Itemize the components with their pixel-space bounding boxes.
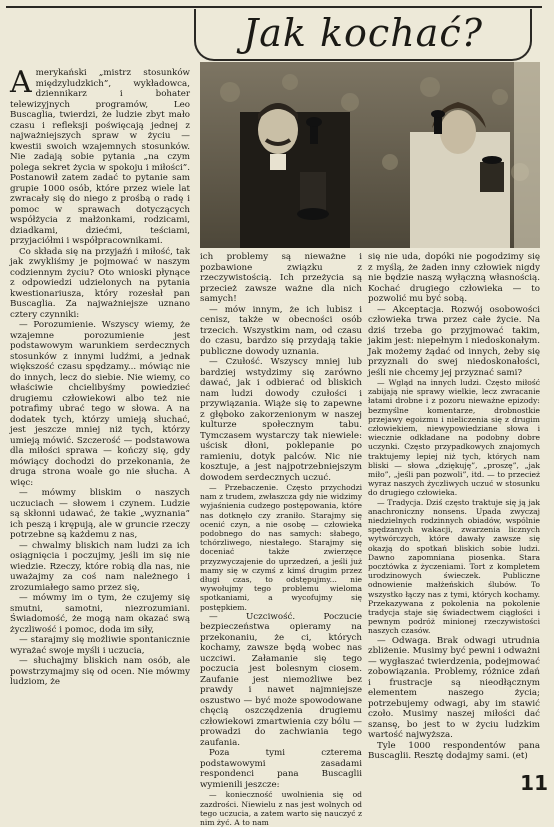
- paragraph: — mówmy bliskim o naszych uczuciach — słowem i czynem. Ludzie są skłonni udawać, że takie „wyznania” ich peszą i krępują, ale w gruncie rzeczy potrzebne są każdemu z nas,: [10, 488, 190, 540]
- article-title: Jak kochać?: [243, 11, 483, 55]
- paragraph: — starajmy się możliwie spontanicznie wyrażać swoje myśli i uczucia,: [10, 635, 190, 656]
- column-1: [10, 65, 190, 786]
- paragraph: — mówmy im o tym, że czujemy się smutni, samotni, niezrozumiani. Świadomość, że mogą nam okazać swą życzliwość i pomoc, doda im siły,: [10, 593, 190, 635]
- paragraph: Co składa się na przyjaźń i miłość, tak jak zwykliśmy je pojmować w naszym codziennym życiu? Oto wnioski płynące z odpowiedzi udzielonych na pytania kwestionariusza, który rozesłał pan Buscaglia. Za najważniejsze uznano cztery czynniki:: [10, 246, 190, 320]
- article-photo: [200, 62, 540, 248]
- paragraph: — Akceptacja. Rozwój osobowości człowieka trwa przez całe życie. Na dziś trzeba go przyjmować takim, jakim jest: niepełnym i niedoskonałym. Jak możemy żądać od innych, żeby się przyznali do swej niedoskonałości, jeśli nie chcemy jej przyznać sami?: [368, 304, 540, 378]
- small-paragraph: — Wgląd na innych ludzi. Często miłość zabijają nie sprawy wielkie, lecz zwracanie łatami drobne i z pozoru nieważne epizody: bezmyślne komentarze, drobnostkie przejawy egoizmu i nieliczenia się z drugim człowiekiem, niewypowiedziane słowa i wiecznie odkładane na podobny dobre uczynki. Często przypadkowych znajomych traktujemy lepiej niż tych, których nam bliski — słowa „dziękuję”, „proszę”, „jak miło”, „jeśli pan pozwoli”, itd. — to przecież wyraz naszych życzliwych uczuć w stosunku do drugiego człowieka.: [368, 378, 540, 498]
- photo-illustration: [200, 62, 540, 248]
- paragraph: — słuchajmy bliskich nam osób, ale powstrzymajmy się od ocen. Nie mówmy ludziom, że: [10, 656, 190, 687]
- paragraph: — chwalmy bliskich nam ludzi za ich osiągnięcia i poczujmy, jeśli im się nie wiedzie. Rzeczy, które robią dla nas, nie uważajmy za coś nam należnego i zrozumiałego samo przez się,: [10, 540, 190, 593]
- small-paragraph: — Tradycja. Dziś często traktuje się ją jak anachroniczny nonsens. Upada zwyczaj niedzielnych rodzinnych obiadów, wspólnie spędzanych wakacji, zwarzenia licznych wytwórczych, które dawały zawsze się okazją do spotkań bliskich sobie ludzi. Dawno zapomniana piosenka. Stara pocztówka z życzeniami. Tort z kompletem urodzinowych świeczek. Publiczne odnowienie małżeńskich ślubów. To wszystko łączy nas z tymi, których kochamy. Przekazywana z pokolenia na pokolenie tradycja staje się świadectwem ciągłości i pewnym podróż minionej rzeczywistości naszych czasów.: [368, 497, 540, 636]
- column-3: [368, 252, 540, 788]
- paragraph: ich problemy są nieważne i pozbawione związku z rzeczywistością. Ich przeżycia są przecież zawsze ważne dla nich samych!: [200, 252, 362, 304]
- small-paragraph: — konieczność uwolnienia się od zazdrości. Niewielu z nas jest wolnych od tego uczucia, a zatem warto się nauczyć z nim żyć. A to nam: [200, 790, 362, 827]
- page-number: 11: [520, 771, 548, 795]
- column-2: [200, 252, 362, 827]
- paragraph: — Czułość. Wszyscy mniej lub bardziej wstydzimy się zarówno dawać, jak i odbierać od bliskich nam ludzi dowody czułości i przywiązania. Wiąże się to zapewne z głęboko zakorzenionym w naszej kulturze społecznym tabu. Tymczasem wystarczy tak niewiele: uścisk dłoni, poklepanie po ramieniu, dotyk palców. Nic nie kosztuje, a jest najpotrzebniejszym dowodem serdecznych uczuć.: [200, 357, 362, 483]
- paragraph: się nie uda, dopóki nie pogodzimy się z myślą, że żaden inny człowiek nigdy nie będzie naszą wyłączną własnością. Kochać drugiego człowieka — to pozwolić mu być sobą.: [368, 252, 540, 304]
- paragraph: Poza tymi czterema podstawowymi zasadami respondenci pana Buscaglii wymienili jeszcze:: [200, 748, 362, 790]
- paragraph: — Uczciwość. Poczucie bezpieczeństwa opieramy na przekonaniu, że ci, których kochamy, zawsze będą wobec nas uczciwi. Załamanie się tego poczucia jest bolesnym ciosem. Zaufanie jest niemożliwe bez prawdy i nawet najmniejsze oszustwo — być może spowodowane chęcią oszczędzenia drugiemu człowiekowi zmartwienia czy bólu — prowadzi do zachwiania tego zaufania.: [200, 611, 362, 748]
- paragraph: Tyle 1000 respondentów pana Buscaglii. Resztę dodajmy sami. (et): [368, 740, 540, 762]
- paragraph: — mów innym, że ich lubisz i cenisz, także w obecności osób trzecich. Wszystkim nam, od czasu do czasu, bardzo się przydają takie publiczne dowody uznania.: [200, 304, 362, 357]
- small-paragraph: — Przebaczenie. Często przychodzi nam z trudem, zwłaszcza gdy nie widzimy wyjaśnienia cudzego postępowania, które nas dotknęło czy zraniło. Starajmy się ocenić czyn, a nie osobę — człowieka podobnego do nas samych: słabego, tchórzliwego, niestałego. Starajmy się doceniać także zwierzęce przyzwyczajenie do uprzedzeń, a jeśli już mamy się w czymś z kimś drugim przez długi czas, to odstępujmy... nie wywołujmy tego problemu wieloma spotkaniami, a wycofujmy się postępkiem.: [200, 483, 362, 612]
- drop-cap: A: [10, 65, 32, 100]
- intro-paragraph: Amerykański „mistrz stosunków międzyludzkich”, wykładowca, dziennikarz i bohater telewizyjnych programów, Leo Buscaglia, twierdzi, że ludzie zbyt mało czasu i refleksji poświęcają jednej z najważniejszych spraw w życiu — kwestii swoich wzajemnych stosunków. Nie zadają sobie pytania „na czym polega sekret życia w spokoju i miłości”. Postanowił zatem zadać to pytanie sam grupie 1000 osób, które przez wiele lat zwracały się do niego z prośbą o radę i pomoc w sprawach dotyczących współżycia z małżonkami, rodzicami, dziadkami, dziećmi, teściami, przyjaciółmi i współpracownikami.: [10, 65, 190, 246]
- paragraph: — Odwaga. Brak odwagi utrudnia zbliżenie. Musimy być pewni i odważni — wygłaszać twierdzenia, podejmować zobowiązania. Problemy, różnice zdań i frustracje są nieodłącznym elementem naszego życia; potrzebujemy odwagi, aby im stawić czoło. Musimy naszej miłości dać szansę, bo jest to w życiu ludzkim wartość najwyższa.: [368, 635, 540, 741]
- paragraph: — Porozumienie. Wszyscy wiemy, że wzajemne porozumienie jest podstawowym warunkiem serdecznych stosunków z innymi ludźmi, a jednak większość czasu spędzamy... mówiąc nie do innych, lecz do siebie. Nie wiemy, co właściwie chcielibyśmy powiedzieć drugiemu człowiekowi albo też nie potrafimy ubrać tego w słowa. A na dodatek tych, którzy umieją słuchać, jest jeszcze mniej niż tych, którzy umieją mówić. Szczerość — podstawowa dla miłości sprawa — kończy się, gdy mówiący dochodzi do przekonania, że druga strona woale go nie słucha. A więc:: [10, 320, 190, 488]
